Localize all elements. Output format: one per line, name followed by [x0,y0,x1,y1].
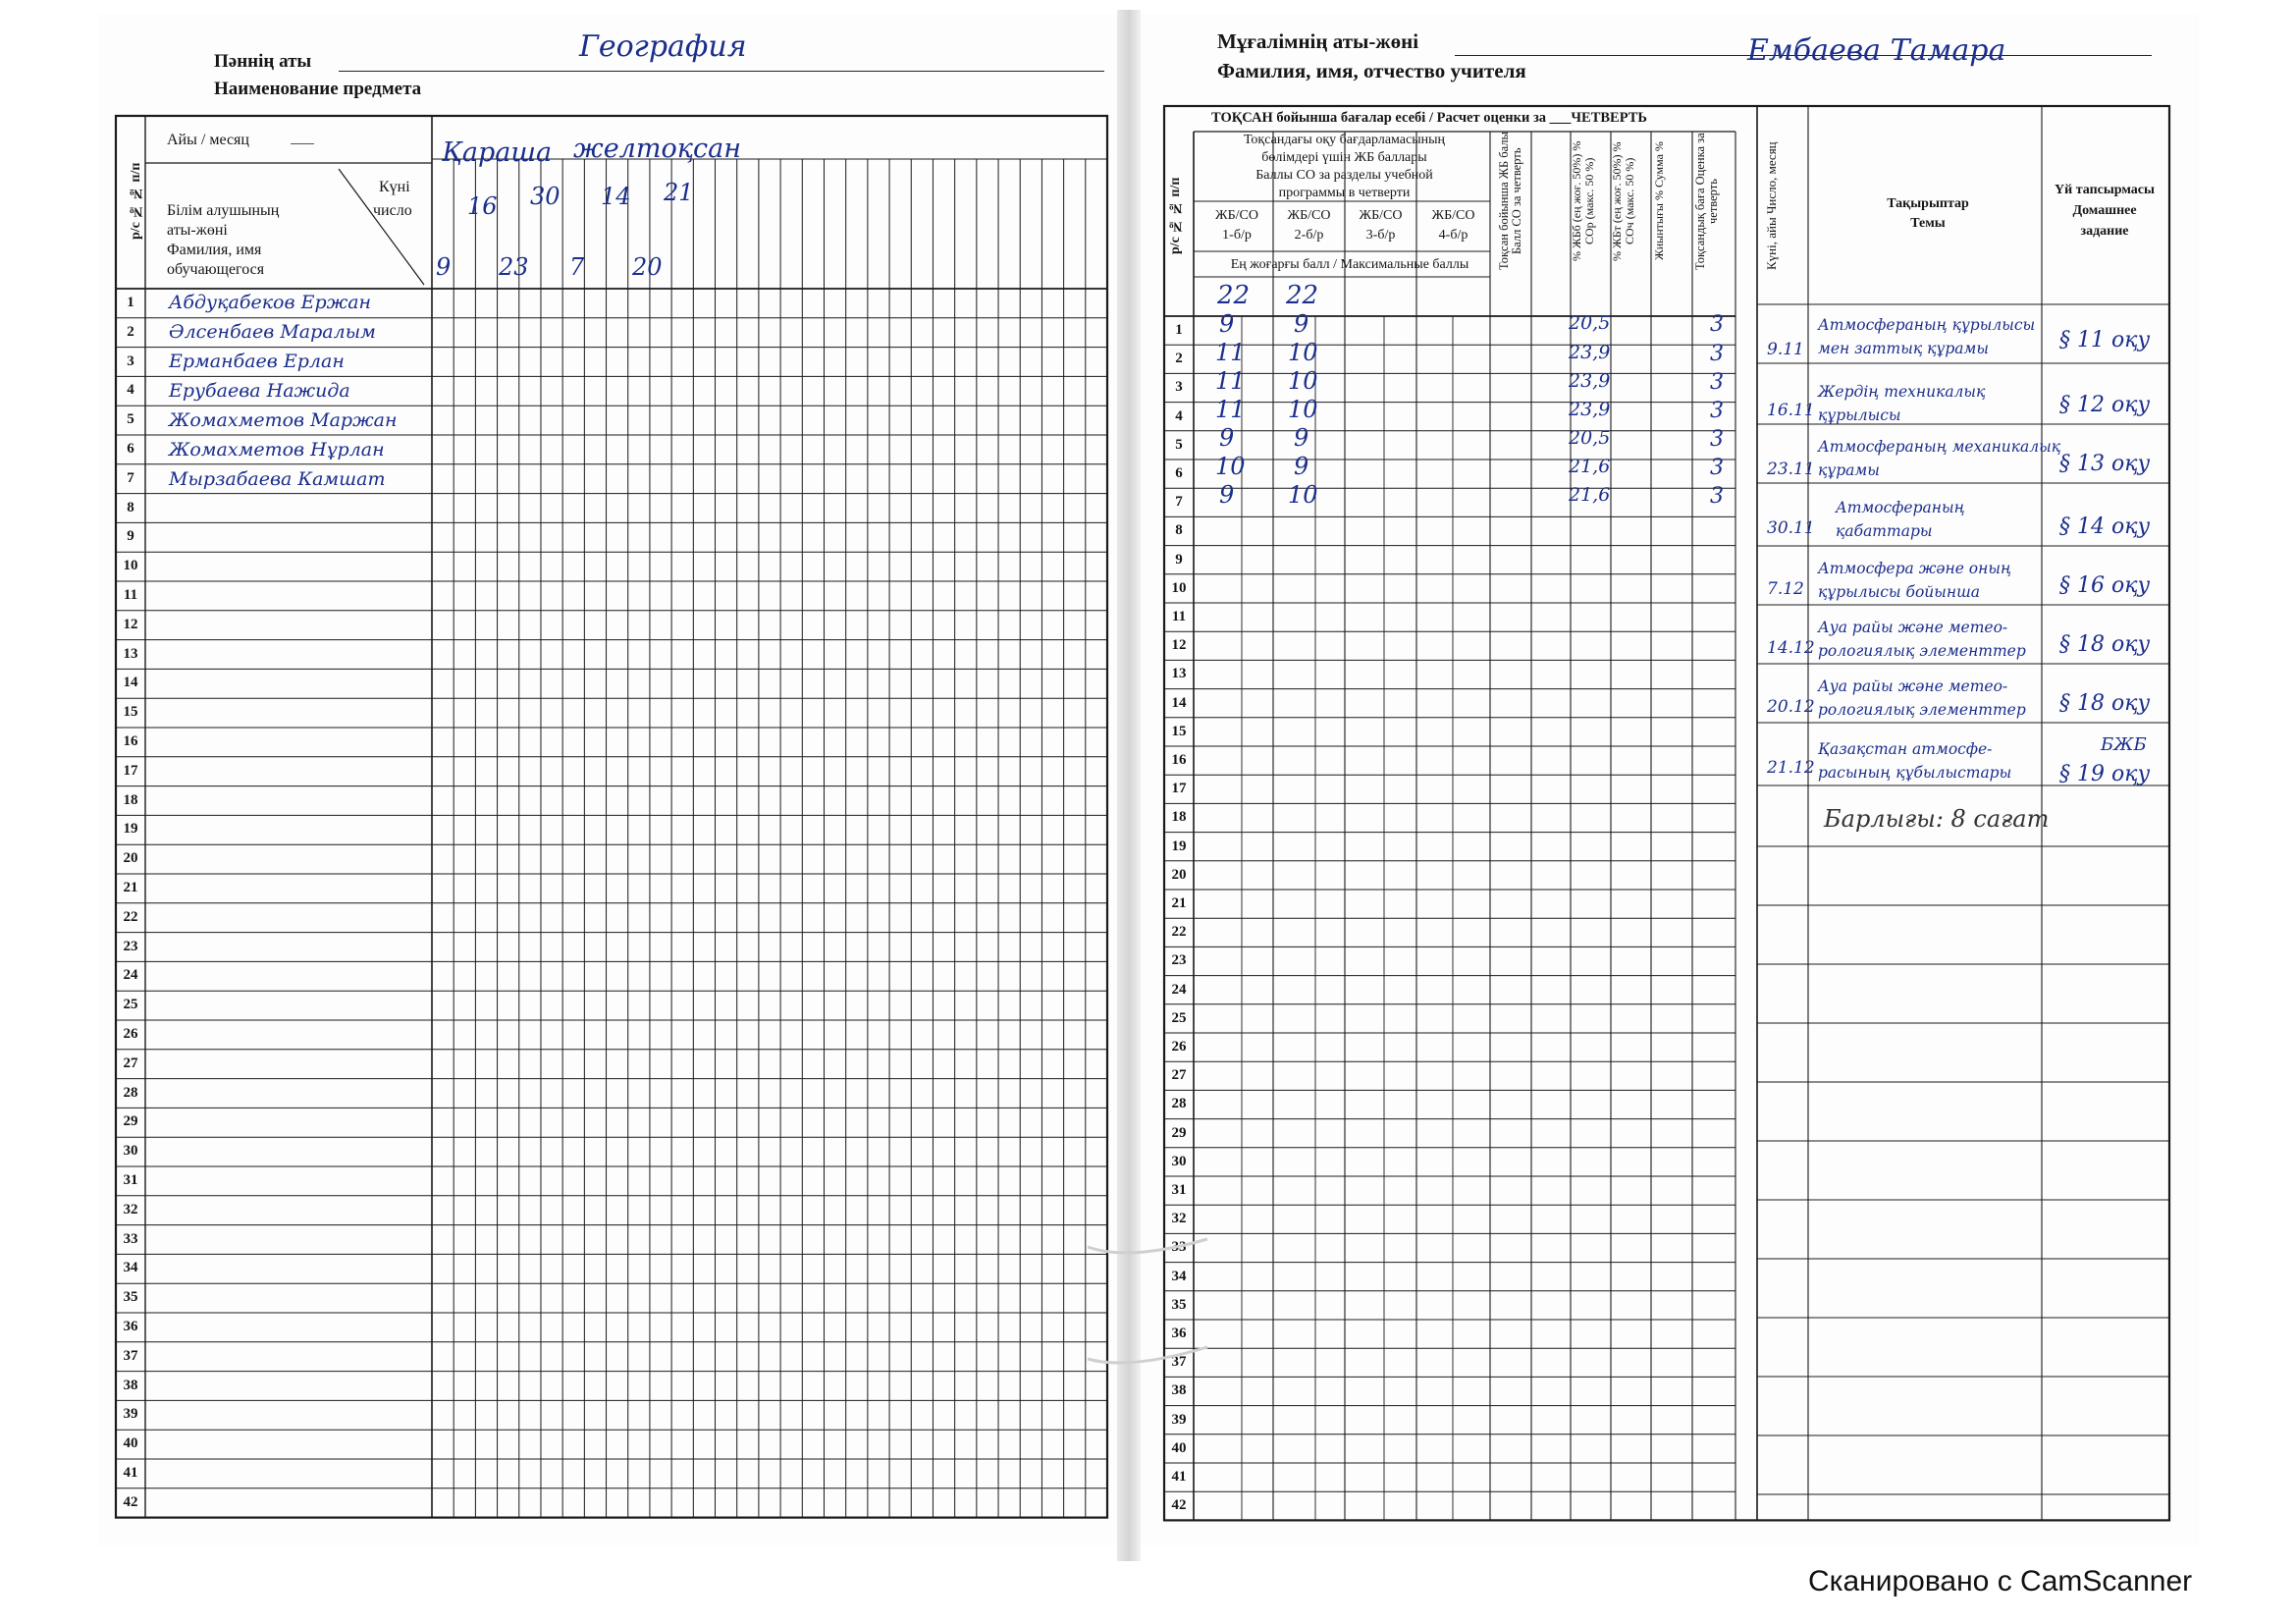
topics-header-kz: Тақырыптар [1887,196,1969,211]
student-name: Жомахметов Нұрлан [169,439,385,460]
row-number: 1 [127,295,134,310]
lesson-topic-line: Ауа райы және метео- [1818,677,2008,695]
lesson-date: 23.11 [1767,460,1815,479]
lesson-homework: § 14 оқу [2059,514,2151,539]
score-so2: 10 [1288,367,1318,395]
row-number: 2 [1175,351,1183,367]
row-number: 32 [123,1201,138,1217]
row-number: 35 [123,1289,138,1306]
row-number: 16 [123,733,138,749]
right-rownum-header: р/с № № п/п [1168,177,1183,255]
row-number: 28 [1171,1096,1187,1112]
row-number: 40 [123,1435,138,1452]
day-label-kz: Күні [379,179,410,195]
max-value-2: 22 [1286,281,1319,310]
score-so2: 10 [1288,396,1318,423]
score-grade: 3 [1710,370,1724,395]
row-number: 36 [1171,1325,1187,1341]
date-bottom-2: 23 [499,253,529,281]
row-number: 26 [1171,1039,1187,1055]
lesson-topic-line: Атмосфераның механикалық [1818,438,2061,456]
max-value-1: 22 [1217,281,1251,310]
row-number: 32 [1171,1211,1187,1227]
row-number: 18 [1171,809,1187,826]
score-pct: 23,9 [1569,399,1611,420]
row-number: 5 [1175,436,1183,453]
so-col-1-b: 1-б/р [1222,228,1252,243]
bjb-note: БЖБ [2101,734,2147,755]
row-number: 10 [123,558,138,574]
row-number: 26 [123,1026,138,1042]
left-rownum-header: р/с № № п/п [129,162,143,241]
date-top-1: 16 [467,192,498,220]
score-pct: 23,9 [1569,370,1611,392]
row-number: 30 [1171,1153,1187,1169]
row-number: 10 [1171,579,1187,596]
day-label-ru: число [373,202,412,219]
so-col-3-b: 3-б/р [1365,228,1396,243]
student-name: Мырзабаева Камшат [169,468,386,490]
score-pct: 23,9 [1569,342,1611,363]
score-so1: 9 [1219,310,1235,338]
date-top-4: 21 [664,179,694,206]
teacher-label-kz: Мұғалімнің аты-жөні [1217,29,1419,53]
row-number: 33 [123,1230,138,1247]
so-col-4-b: 4-б/р [1438,228,1468,243]
row-number: 11 [1171,609,1187,624]
row-number: 21 [1171,895,1187,911]
row-number: 16 [1171,752,1187,768]
row-number: 41 [123,1465,138,1481]
row-number: 5 [127,411,134,428]
row-number: 25 [1171,1009,1187,1026]
row-number: 11 [123,587,138,603]
row-number: 36 [123,1319,138,1334]
score-so2: 9 [1294,424,1309,452]
row-number: 3 [127,352,134,369]
row-number: 20 [1171,866,1187,883]
row-number: 7 [127,469,134,486]
score-so1: 9 [1219,481,1235,509]
student-name: Ерубаева Нажида [169,380,350,402]
month-1: Қараша [442,137,553,168]
row-number: 4 [1175,407,1183,424]
lesson-topic-line: Жердің техникалық [1818,383,1986,401]
homework-header-2: Домашнее [2072,203,2137,218]
row-number: 12 [123,616,138,632]
row-number: 30 [123,1143,138,1160]
total-hours-note: Барлығы: 8 сағат [1824,805,2050,833]
vheader-sor: % ЖБб (ең жоғ. 50%) % СОр (макс. 50 %) [1570,140,1596,262]
row-number: 22 [1171,924,1187,941]
vheader-sum: Жиынтығы % Сумма % [1652,141,1666,261]
topics-header-ru: Темы [1910,216,1946,231]
row-number: 17 [1171,781,1187,797]
lesson-homework: § 18 оқу [2059,632,2151,657]
row-number: 12 [1171,637,1187,654]
lesson-topic-line: рологиялық элементтер [1818,642,2026,660]
student-name: Абдуқабеков Ержан [169,292,372,313]
lesson-topic-line: Атмосфераның құрылысы [1818,316,2036,334]
score-pct: 20,5 [1569,312,1611,334]
row-number: 22 [123,908,138,925]
row-number: 14 [123,675,138,691]
max-label: Ең жоғарғы балл / Максимальные баллы [1230,257,1469,272]
row-number: 8 [1175,522,1183,539]
row-number: 21 [123,880,138,895]
score-so2: 10 [1288,339,1318,366]
lesson-date: 16.11 [1767,401,1815,420]
row-number: 6 [127,441,134,457]
score-so2: 9 [1294,453,1309,480]
date-bottom-1: 9 [436,253,452,281]
row-number: 13 [1171,666,1187,682]
row-number: 31 [123,1172,138,1188]
row-number: 27 [1171,1067,1187,1084]
row-number: 24 [123,967,138,984]
score-grade: 3 [1710,427,1724,452]
row-number: 38 [123,1377,138,1393]
row-number: 39 [123,1406,138,1423]
score-grade: 3 [1710,456,1724,480]
row-number: 9 [1175,551,1183,568]
homework-header-3: задание [2080,224,2129,239]
row-number: 38 [1171,1382,1187,1399]
score-so1: 9 [1219,424,1235,452]
vheader-date: Күні, айы Число, месяц [1764,141,1779,271]
lesson-topic-line: құрылысы бойынша [1818,583,1981,601]
score-grade: 3 [1710,399,1724,423]
row-number: 34 [123,1260,138,1276]
row-number: 28 [123,1084,138,1101]
score-pct: 21,6 [1569,484,1611,506]
so-col-4-a: ЖБ/СО [1431,208,1475,223]
row-number: 40 [1171,1439,1187,1456]
row-number: 25 [123,997,138,1013]
row-number: 41 [1171,1469,1187,1485]
so-col-2-b: 2-б/р [1294,228,1324,243]
so-col-3-a: ЖБ/СО [1359,208,1403,223]
score-so2: 10 [1288,481,1318,509]
lesson-topic-line: мен заттық құрамы [1818,340,1990,357]
row-number: 4 [127,382,134,399]
month-label: Айы / месяц [167,132,249,148]
score-grade: 3 [1710,484,1724,509]
student-header-3: Фамилия, имя [167,242,262,258]
score-pct: 21,6 [1569,456,1611,477]
row-number: 33 [1171,1239,1187,1256]
student-header-4: обучающегося [167,261,265,278]
lesson-date: 9.11 [1767,340,1804,359]
student-name: Әлсенбаев Маралым [169,321,376,343]
month-2: желтоқсан [573,134,742,164]
score-so1: 11 [1215,339,1246,366]
row-number: 17 [123,762,138,779]
homework-header-1: Үй тапсырмасы [2055,183,2155,197]
lesson-topic-line: құрылысы [1818,406,1901,424]
teacher-label-ru: Фамилия, имя, отчество учителя [1217,59,1526,82]
date-top-3: 14 [601,183,631,210]
row-number: 19 [123,821,138,838]
lesson-homework: § 11 оқу [2059,328,2151,352]
lesson-homework: § 16 оқу [2059,573,2151,598]
row-number: 1 [1175,322,1183,338]
lesson-topic-line: Атмосфераның [1836,499,1965,516]
lesson-topic-line: қабаттары [1836,522,1933,540]
row-number: 42 [123,1493,138,1510]
so-header-1: Тоқсандағы оқу бағдарламасының [1243,133,1446,147]
score-so2: 9 [1294,310,1309,338]
row-number: 31 [1171,1182,1187,1198]
vheader-quarter-so: Тоқсан бойынша ЖБ балы Балл СО за четверть [1497,132,1523,271]
vheader-soch: % ЖБт (ең жоғ. 50%) % СОч (макс. 50 %) [1610,141,1636,261]
lesson-homework: § 13 оқу [2059,452,2151,476]
lesson-homework: § 19 оқу [2059,762,2151,786]
row-number: 15 [123,704,138,721]
row-number: 9 [127,528,134,545]
score-so1: 11 [1215,367,1246,395]
lesson-date: 14.12 [1767,638,1815,658]
row-number: 15 [1171,723,1187,739]
lesson-topic-line: рологиялық элементтер [1818,701,2026,719]
score-pct: 20,5 [1569,427,1611,449]
date-top-2: 30 [530,183,561,210]
lesson-topic-line: Ауа райы және метео- [1818,619,2008,636]
row-number: 23 [123,938,138,954]
score-grade: 3 [1710,342,1724,366]
row-number: 23 [1171,952,1187,969]
teacher-value: Ембаева Тамара [1747,33,2006,68]
so-col-2-a: ЖБ/СО [1287,208,1331,223]
row-number: 18 [123,791,138,808]
lesson-topic-line: Қазақстан атмосфе- [1818,740,1993,758]
student-name: Жомахметов Маржан [169,409,398,431]
date-bottom-3: 7 [569,253,585,281]
lesson-homework: § 12 оқу [2059,393,2151,417]
row-number: 27 [123,1055,138,1071]
date-bottom-4: 20 [632,253,663,281]
so-header-3: Баллы СО за разделы учебной [1255,168,1433,183]
row-number: 29 [1171,1124,1187,1141]
lesson-date: 30.11 [1767,518,1815,538]
so-header-4: программы в четверти [1278,186,1411,200]
row-number: 34 [1171,1268,1187,1284]
student-name: Ерманбаев Ерлан [169,351,345,372]
row-number: 19 [1171,838,1187,854]
row-number: 20 [123,850,138,867]
score-so1: 11 [1215,396,1246,423]
row-number: 42 [1171,1497,1187,1514]
row-number: 35 [1171,1296,1187,1313]
row-number: 7 [1175,494,1183,511]
subject-value: География [579,29,747,64]
quarter-header: ТОҚСАН бойынша бағалар есебі / Расчет оценки за ___ЧЕТВЕРТЬ [1211,110,1648,126]
row-number: 24 [1171,981,1187,998]
row-number: 6 [1175,465,1183,481]
scanner-watermark: Сканировано с CamScanner [1808,1565,2193,1597]
so-col-1-a: ЖБ/СО [1215,208,1258,223]
row-number: 29 [123,1113,138,1130]
student-header-2: аты-жөні [167,222,228,239]
lesson-topic-line: Атмосфера және оның [1818,560,2012,577]
lesson-date: 20.12 [1767,697,1815,717]
row-number: 39 [1171,1411,1187,1428]
so-header-2: бөлімдері үшін ЖБ баллары [1261,150,1427,165]
subject-label-ru: Наименование предмета [214,79,422,99]
lesson-topic-line: расының құбылыстары [1818,764,2012,782]
score-grade: 3 [1710,312,1724,337]
row-number: 3 [1175,379,1183,396]
student-header-1: Білім алушының [167,202,280,219]
row-number: 8 [127,499,134,515]
row-number: 13 [123,645,138,662]
row-number: 14 [1171,694,1187,711]
lesson-homework: § 18 оқу [2059,691,2151,716]
lesson-date: 7.12 [1767,579,1804,599]
lesson-date: 21.12 [1767,758,1815,778]
lesson-topic-line: құрамы [1818,461,1880,479]
vheader-grade: Тоқсандық баға Оценка за четверть [1693,133,1720,270]
row-number: 37 [1171,1354,1187,1371]
row-number: 37 [123,1347,138,1364]
subject-label-kz: Пәннің аты [214,51,312,72]
row-number: 2 [127,323,134,340]
score-so1: 10 [1215,453,1246,480]
